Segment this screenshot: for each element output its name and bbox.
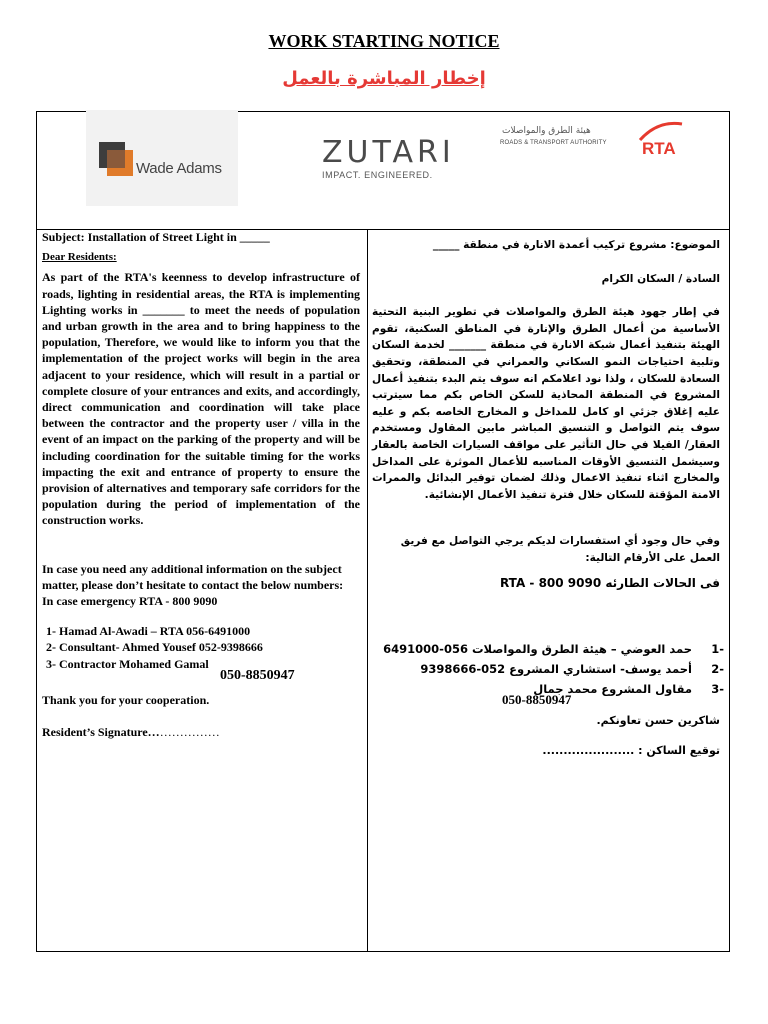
arabic-contact3-number: 050-8850947 — [502, 692, 572, 707]
english-contacts — [42, 623, 360, 672]
wade-adams-text: Wade Adams — [136, 160, 222, 177]
contact-number-label: -2 — [711, 662, 724, 676]
arabic-thanks: شاكرين حسن تعاونكم. — [596, 714, 720, 727]
rta-english-name: ROADS & TRANSPORT AUTHORITY — [500, 140, 607, 146]
contact3-number: 050-8850947 — [220, 668, 295, 683]
wade-adams-logo — [86, 110, 238, 206]
contact-item: 2- Consultant- Ahmed Yousef 052-9398666 — [46, 640, 263, 655]
english-info: In case you need any additional information on the subject matter, please don’t hesitate to contact the below numbers: — [42, 561, 344, 592]
english-greeting: Dear Residents: — [42, 251, 117, 264]
zutari-tagline: IMPACT. ENGINEERED. — [322, 170, 433, 180]
arabic-signature: توقيع الساكن : ...................... — [542, 744, 720, 757]
contact-number-label: -1 — [711, 642, 724, 656]
zutari-wordmark: ZUTARI — [322, 135, 455, 170]
rta-arabic-name: هيئة الطرق والمواصلات — [502, 126, 591, 136]
rta-mark-text: RTA — [642, 139, 676, 158]
english-emergency: In case emergency RTA - 800 9090 — [42, 594, 218, 609]
contact-item: 1- Hamad Al-Awadi – RTA 056-6491000 — [46, 624, 251, 639]
english-thanks: Thank you for your cooperation. — [42, 693, 210, 707]
arabic-emergency: فى الحالات الطارئه RTA - 800 9090 — [499, 575, 720, 590]
arabic-paragraph: في إطار جهود هيئة الطرق والمواصلات في تطوير البنية التحتية الأساسية من أعمال الطرق والإنارة في المناطق السكنية، تقوم الهيئة بتنفيذ أعمال شبكة الانارة في منطقة _______ لخدمة السكان وتلبية احتياجات النمو السكاني والعمراني في المنطقة، وتحقيق السعادة للسكان ، ولذا نود اعلامكم انه سوف يتم البدء بتنفيذ أعمال المشروع في المنطقة المحاذية للسكن الخاص بكم مما سيترتب عليه إغلاق جزئي او كامل للمداخل و المخارج الخاصه بكم و عليه سوف يتم التواصل و التنسيق المباشر مابين المقاول ومستخدم العقار/ الفيلا في حال التأثير على مواقف السيارات الخاصة بالعقار وسيشمل التنسيق الأوقات المناسبه للأعمال الموثرة على المداخل والمخارج اثناء تنفيذ الاعمال وذلك لضمان توفير البدائل والممرات الامنة المؤقتة للسكان خلال فترة تنفيذ الأعمال الإنشائية. — [372, 306, 720, 501]
rta-logo — [496, 118, 686, 168]
contact-item: 3- Contractor Mohamed Gamal — [46, 656, 209, 671]
wade-adams-mark-icon — [99, 142, 133, 176]
page-title-arabic: إخطار المباشرة بالعمل — [282, 68, 486, 89]
english-subject: Subject: Installation of Street Light in _____ — [42, 230, 270, 244]
rta-mark-icon — [638, 120, 684, 160]
english-signature — [42, 725, 220, 740]
contact-text: مقاول المشروع محمد جمال — [533, 682, 692, 696]
english-paragraph: As part of the RTA's keenness to develop infrastructure of roads, lighting in residential areas, the RTA is implementing Lighting works in _______ to meet the needs of population and urban growth in the area and to bring happiness to the population, Therefore, we would like to inform you that the implementation of the project works will begin in the area adjacent to your residence, which will result in a partial or complete closure of your entrances and exits, and accordingly, direct communication and coordination will take place between the contractor and the property user / villa in the event of an impact on the parking of the property and will be including coordination for the suitable timing for the works impacting the exit and entrance of property to ensure the provision of alternatives and temporary safe corridors for the population during the period of implementation of the construction works. — [42, 270, 360, 528]
arabic-subject: الموضوع: مشروع تركيب أعمدة الانارة في منطقة _____ — [432, 239, 720, 251]
arabic-column — [372, 237, 720, 591]
arabic-info: وفي حال وجود أي استفسارات لديكم يرجي التواصل مع فريق العمل على الأرقام التالية: — [400, 535, 720, 564]
column-divider — [367, 229, 368, 951]
english-column — [42, 229, 360, 672]
contact-number-label: -3 — [711, 682, 724, 696]
page-title: WORK STARTING NOTICE — [268, 31, 500, 51]
signature-dots: …………… — [159, 725, 220, 739]
zutari-logo — [322, 135, 462, 188]
signature-label: Resident’s Signature… — [42, 725, 160, 739]
arabic-greeting: السادة / السكان الكرام — [601, 272, 720, 285]
contact-text: أحمد يوسف- استشاري المشروع 052-9398666 — [420, 662, 692, 676]
contact-text: حمد العوضي – هيئة الطرق والمواصلات 056-6491000 — [383, 642, 692, 656]
